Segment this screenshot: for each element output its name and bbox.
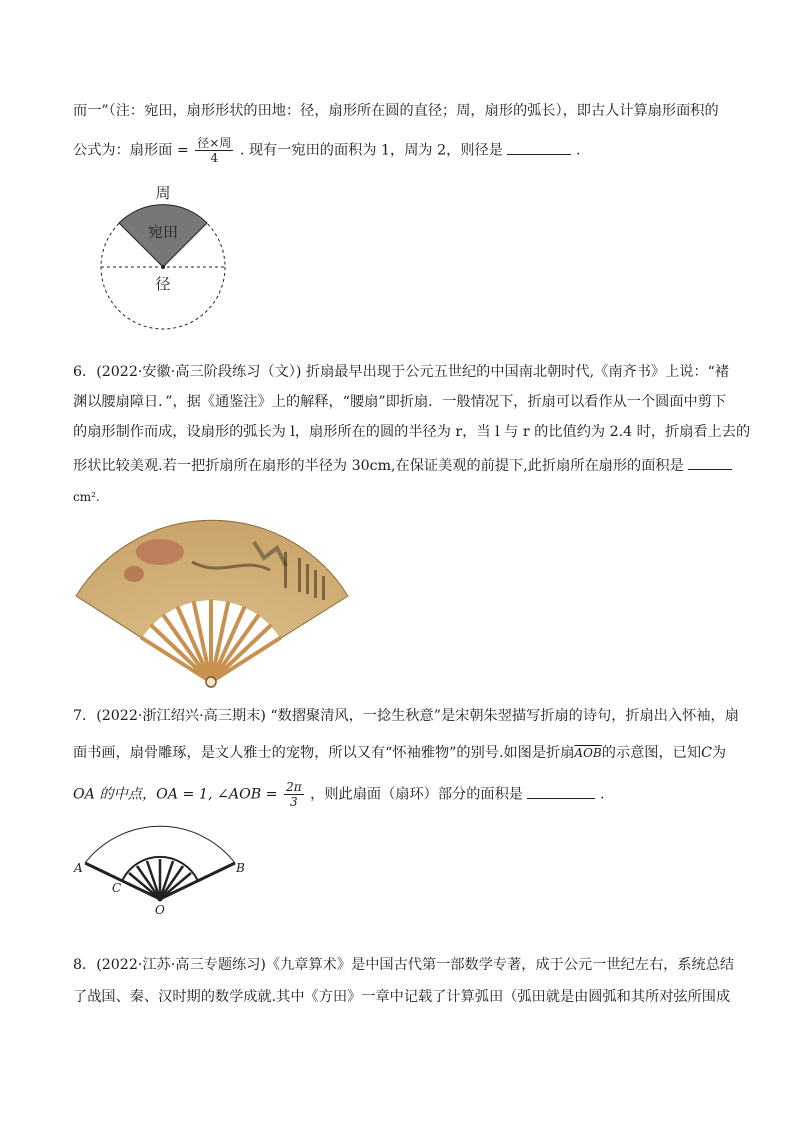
q7-text-line2-end: 为 bbox=[711, 745, 727, 761]
q7-label-a: A bbox=[74, 861, 83, 875]
q7-answer-blank[interactable] bbox=[527, 784, 595, 799]
q6-fan-pivot bbox=[206, 677, 216, 687]
q5-center-dot bbox=[161, 265, 165, 269]
q5-fraction-denominator: 4 bbox=[210, 151, 219, 165]
q7-given-conditions: OA 的中点，OA = 1, ∠AOB = bbox=[73, 786, 278, 803]
q5-text-line2 bbox=[73, 136, 580, 165]
q7-period: . bbox=[599, 786, 605, 803]
q7-label-o: O bbox=[155, 903, 165, 917]
q6-question-text: 形状比较美观.若一把折扇所在扇形的半径为 30cm,在保证美观的前提下,此折扇所在扇形的面积是 bbox=[73, 458, 684, 474]
q7-label-c: C bbox=[112, 881, 122, 895]
q5-answer-blank[interactable] bbox=[507, 140, 571, 155]
q7-fan-ribs bbox=[129, 859, 191, 899]
q7-label-b: B bbox=[236, 861, 245, 875]
q7-fraction-denominator: 3 bbox=[290, 795, 298, 809]
q7-text-line1: 7．(2022·浙江绍兴·高三期末) “数摺聚清风，一捻生秋意”是宋朝朱翌描写折扇的诗句，折扇出入怀袖，扇 bbox=[73, 708, 739, 724]
q5-label-wantian: 宛田 bbox=[147, 223, 179, 241]
q5-period: . bbox=[575, 142, 581, 159]
q5-sector-figure bbox=[95, 180, 235, 335]
q7-text-line3 bbox=[73, 780, 605, 809]
q5-formula-fraction bbox=[195, 136, 233, 165]
q5-fraction-numerator: 径×周 bbox=[197, 136, 232, 150]
q6-folding-fan-image bbox=[72, 518, 352, 690]
q5-question-text: . 现有一宛田的面积为 1，周为 2，则径是 bbox=[239, 142, 503, 159]
q6-text-line3: 的扇形制作而成，设扇形的弧长为 l，扇形所在的圆的半径为 r，当 l 与 r 的比值约为 2.4 时，折扇看上去的 bbox=[73, 424, 751, 440]
q6-answer-blank[interactable] bbox=[688, 455, 732, 470]
q8-text-line2: 了战国、秦、汉时期的数学成就.其中《方田》一章中记载了计算弧田（弧田就是由圆弧和其所对弦所围成 bbox=[73, 989, 731, 1005]
q7-fraction-numerator: 2π bbox=[286, 780, 302, 794]
q7-point-o-dot bbox=[158, 897, 163, 902]
q5-label-zhou: 周 bbox=[155, 184, 171, 202]
q7-text-line2-mid: 的示意图，已知 bbox=[601, 745, 702, 761]
q6-text-line2: 渊以腰扇障日．”，据《通鉴注》上的解释，“腰扇”即折扇．一般情况下，折扇可以看作从一个圆面中剪下 bbox=[73, 394, 727, 410]
q7-angle-fraction bbox=[284, 780, 304, 809]
q8-text-line1: 8．(2022·江苏·高三专题练习)《九章算术》是中国古代第一部数学专著，成于公元一世纪左右，系统总结 bbox=[73, 957, 735, 973]
q5-formula-label: 公式为：扇形面 = bbox=[73, 142, 189, 159]
q7-point-c: C bbox=[701, 745, 712, 761]
q6-text-line4 bbox=[73, 455, 732, 476]
q6-flower-bud bbox=[124, 566, 144, 582]
q6-unit: cm². bbox=[73, 490, 100, 504]
q7-arc-aob: $\overline{AOB}$ bbox=[574, 746, 602, 760]
q7-fan-diagram bbox=[70, 810, 255, 920]
q6-text-line1: 6．(2022·安徽·高三阶段练习（文）) 折扇最早出现于公元五世纪的中国南北朝时代,《南齐书》上说：“褚 bbox=[73, 364, 730, 380]
q7-text-line2 bbox=[73, 743, 726, 763]
q7-text-line2-start: 面书画，扇骨雕琢，是文人雅士的宠物，所以又有“怀袖雅物”的别号.如图是折扇 bbox=[73, 745, 575, 761]
q5-text-line1: 而一”（注：宛田，扇形形状的田地：径，扇形所在圆的直径；周，扇形的弧长），即古人计算扇形面积的 bbox=[73, 103, 719, 119]
q6-flower-painting bbox=[136, 539, 184, 565]
q7-question-text: ，则此扇面（扇环）部分的面积是 bbox=[310, 786, 523, 803]
q5-label-jing: 径 bbox=[155, 275, 171, 293]
